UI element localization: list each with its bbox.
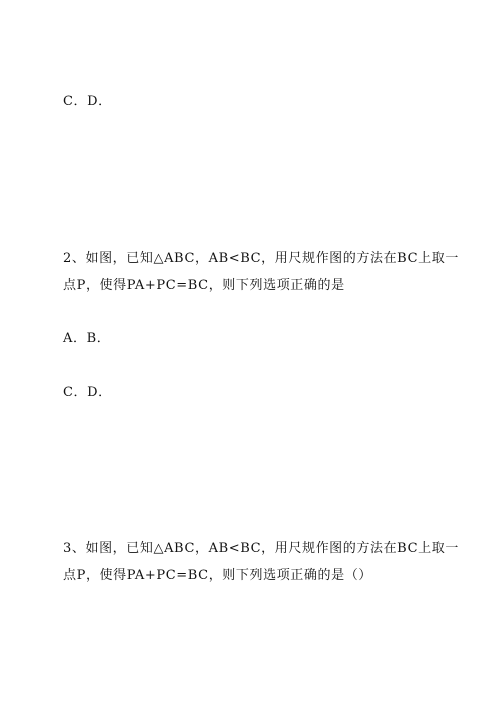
question-3-line-2: 点P，使得PA+PC=BC，则下列选项正确的是（） — [63, 568, 372, 583]
options-c-d-line: C．D． — [63, 94, 112, 109]
options-a-b-line: A．B． — [63, 331, 111, 346]
question-2-line-1: 2、如图，已知△ABC，AB<BC，用尺规作图的方法在BC上取一 — [63, 251, 459, 266]
question-2-line-2: 点P，使得PA+PC=BC，则下列选项正确的是 — [63, 278, 345, 293]
options-c-d-line-2: C．D． — [63, 385, 112, 400]
question-3-line-1: 3、如图，已知△ABC，AB<BC，用尺规作图的方法在BC上取一 — [63, 541, 459, 556]
